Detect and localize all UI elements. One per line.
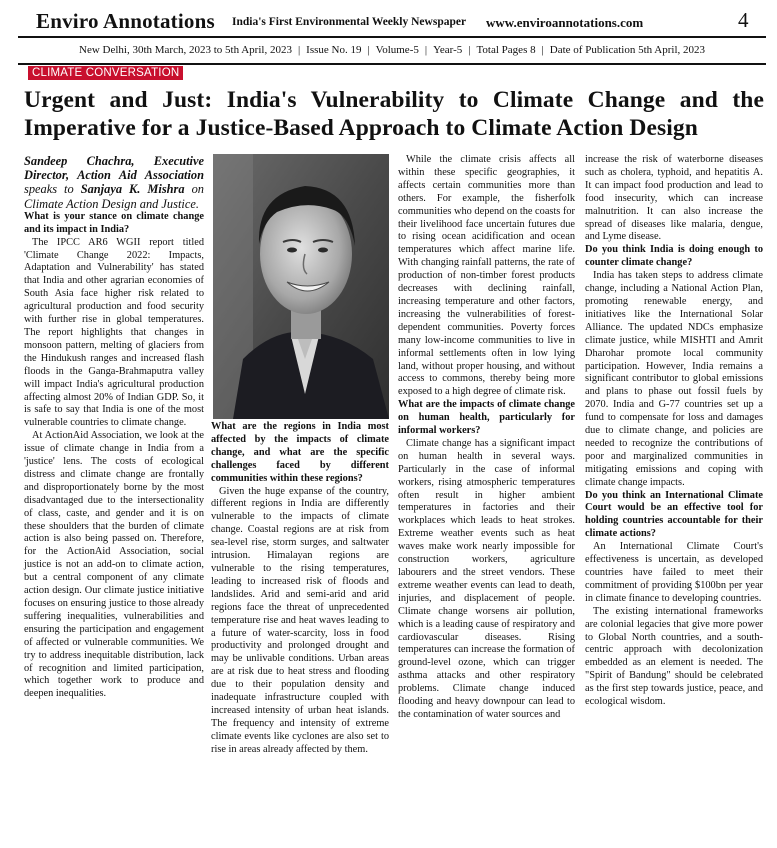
separator: |: [541, 44, 544, 56]
interviewee-photo: [213, 154, 389, 419]
byline: [24, 154, 204, 211]
masthead-divider: [18, 36, 766, 38]
answer-4-paragraph-1: India has taken steps to address climate change, including a National Action Plan, promoting renewable energy, and initiatives like the International Solar Alliance. The updated NDCs emphasize climate justice, while MISHTI and Amrit Dharohar promote local community participation. However, India remains a significant contributor to global emissions and plans to phase out fossil fuels by 2070. India and G-77 countries set up a fund to compensate for loss and damages due to climate change, and policies are needed to recognize the contributions of poor and marginalized communities in mitigating emissions and coping with climate change impacts.: [585, 270, 763, 488]
year: Year-5: [433, 44, 463, 56]
question-1: What is your stance on climate change and its impact in India?: [24, 210, 204, 235]
page-number: 4: [738, 8, 749, 32]
article-column-4: [585, 154, 763, 709]
question-2: What are the regions in India most affected by the impacts of climate change, and what are the specific challenges faced by different communities within these regions?: [211, 421, 389, 484]
separator: |: [468, 44, 471, 56]
article-column-1: [24, 154, 204, 701]
answer-1-paragraph-2: At ActionAid Association, we look at the issue of climate change in India from a 'justice' lens. The costs of ecological distress and climate change are frontally and disproportionately borne by the most disadvantaged due to the intersectionality of class, caste, and gender and it is on these shoulders that the burden of climate action is also being passed on. Therefore, for the ActionAid Association, social justice is not an add-on to climate action, but a central component of any climate action design. Our climate justice initiative focuses on ensuring justice to those already suffering inequalities, vulnerabilities and ensuring the participation and engagement of affected or vulnerable communities. We try to address inequitable distribution, lack of recognition and limited participation, which together work to produce and deepen inequalities.: [24, 430, 204, 700]
article-headline: Urgent and Just: India's Vulnerability to Climate Change and the Imperative for a Justice-Based Approach to Climate Action Design: [24, 87, 764, 141]
volume: Volume-5: [375, 44, 419, 56]
separator: |: [424, 44, 428, 56]
article-column-3: [398, 154, 575, 722]
issue-dates: New Delhi, 30th March, 2023 to 5th April, 2023: [79, 44, 292, 56]
portrait-illustration: [213, 154, 389, 419]
separator: |: [367, 44, 370, 56]
question-3: What are the impacts of climate change on human health, particularly for informal workers?: [398, 399, 575, 437]
answer-2-paragraph-2: While the climate crisis affects all within these specific geographies, it affects certain communities more than others. For example, the fisherfolk communities who depend on the coasts for their livelihood face uncertain futures due to rising ocean acidification and ocean temperatures which affect marine life. With changing rainfall patterns, the rate of production of non-timber forest products decreases with declining rainfall, increasing temperature and other factors, increasing the vulnerabilities of forest-dependent communities. Poverty forces many low-income communities to live in informal settlements often in low lying land, without proper housing, and without access to commons, thereby being more exposed to a high degree of climate risk.: [398, 154, 575, 398]
section-tag: CLIMATE CONVERSATION: [28, 66, 183, 80]
byline-interviewer: Sanjaya K. Mishra: [80, 182, 185, 197]
issue-number: Issue No. 19: [306, 44, 362, 56]
answer-3-paragraph-2: increase the risk of waterborne diseases such as cholera, typhoid, and hepatitis A. It can impact food production and lead to food insecurity, which can increase malnutrition. It can also increase the spread of diseases like malaria, dengue, and Lyme disease.: [585, 154, 763, 243]
info-divider: [18, 63, 766, 65]
total-pages: Total Pages 8: [476, 44, 536, 56]
byline-speaks: speaks to: [24, 182, 74, 197]
answer-5-paragraph-1: An International Climate Court's effectiveness is uncertain, as developed countries have failed to meet their commitment of providing $100bn per year in climate finance to developing countries.: [585, 541, 763, 604]
question-4: Do you think India is doing enough to counter climate change?: [585, 244, 763, 269]
answer-3-paragraph-1: Climate change has a significant impact on human health in several ways. Particularly in the case of informal workers, rising atmospheric temperatures often result in higher ambient temperatures in factories and their workplaces which leads to heat strokes. Extreme weather events such as heat waves make work nearly impossible for construction workers, agriculture labourers and the street vendors. These extreme weather events can lead to death, injuries, and displacement of people. Climate change worsens air pollution, which is a leading cause of respiratory and cardiovascular diseases. Rising temperatures can increase the formation of ground-level ozone, which can trigger asthma attacks and other respiratory problems. Climate change induced flooding and heavy downpour can lead to the contamination of water sources and: [398, 437, 575, 720]
publication-date: Date of Publication 5th April, 2023: [549, 44, 705, 56]
newspaper-tagline: India's First Environmental Weekly Newspaper: [232, 16, 467, 28]
question-5: Do you think an International Climate Court would be an effective tool for holding countries accountable for their climate actions?: [585, 489, 763, 540]
byline-person: Sandeep Chachra, Executive Director, Action Aid Association: [24, 154, 204, 183]
article-column-2: [211, 421, 389, 757]
answer-1-paragraph-1: The IPCC AR6 WGII report titled 'Climate Change 2022: Impacts, Adaptation and Vulnerability' has stated that India and other agrarian economies of South Asia face higher risk related to agricultural production and food security with further rise in global temperatures. The report highlights that changes in monsoon pattern, melting of glaciers from the Hindukush ranges and increased flash floods in the Ganga-Brahmaputra valley will impact India's agricultural production affecting almost 20% of Indian GDP. So, it is safe to say that India is one of the most vulnerable countries to climate change.: [24, 236, 204, 429]
issue-info-bar: [18, 44, 766, 56]
newspaper-title: Enviro Annotations: [36, 9, 215, 33]
byline-topic: on Climate Action Design and Justice.: [24, 182, 204, 211]
masthead: [18, 4, 764, 36]
website-url[interactable]: www.enviroannotations.com: [486, 15, 644, 30]
separator: |: [297, 44, 301, 56]
answer-2-paragraph-1: Given the huge expanse of the country, different regions in India are differently vulnerable to the impacts of climate change. Coastal regions are at risk from sea-level rise, storm surges, and saltwater intrusion. Himalayan regions are vulnerable to the rising temperatures, leading to increased risk of floods and landslides. Arid and semi-arid and arid regions face the threat of unprecedented temperature rise and heat waves leading to a future of water-scarcity, loss in food productivity and prolonged drought and may be unlivable conditions. Urban areas are at risk due to heat stress and flooding due to their population density and inadequate infrastructure coupled with increased intensity of urban heat islands. The frequency and intensity of extreme climate events like cyclones are also set to rise in areas already affected by them.: [211, 485, 389, 755]
answer-5-paragraph-2: The existing international frameworks are colonial legacies that give more power to Global North countries, and a south-centric approach with decolonization embedded as an element is needed. The "Spirit of Bandung" should be celebrated as the first step towards justice, peace, and ecological wisdom.: [585, 605, 763, 708]
